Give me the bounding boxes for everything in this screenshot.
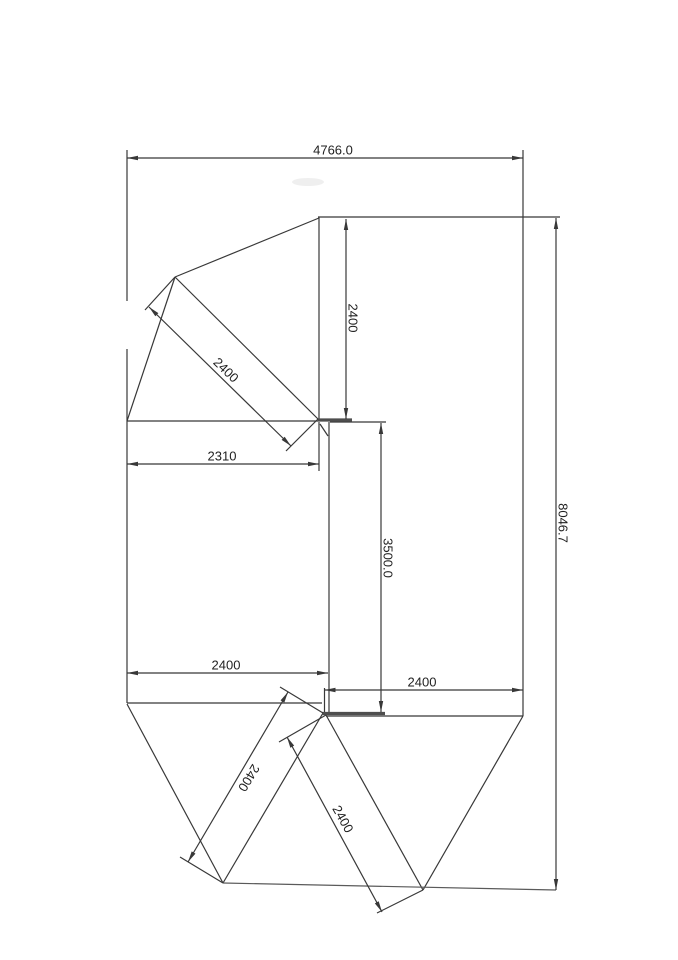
dimension-label-overall-width: 4766.0 [313, 142, 353, 158]
dimension-arrowhead [512, 688, 523, 692]
dimension-arrowhead [317, 671, 328, 675]
dimension-arrowhead [554, 879, 558, 890]
outline-line [223, 713, 323, 883]
dimension-line-lower-left-beam-length [188, 692, 288, 862]
dimension-label-lower-right-beam-length: 2400 [329, 802, 357, 836]
outline-line [423, 716, 523, 890]
outline-line [127, 704, 223, 883]
dimension-arrowhead [188, 851, 195, 862]
dimension-arrowhead [512, 156, 523, 160]
dimension-arrowhead [375, 901, 382, 912]
extension-line [145, 277, 175, 310]
outline-line [175, 218, 319, 277]
dimension-arrowhead [287, 737, 294, 748]
dimension-arrowhead [379, 423, 383, 434]
outline-line [320, 424, 328, 436]
dimension-line-upper-beam-length [149, 307, 291, 446]
dimension-label-upper-left-width: 2310 [207, 448, 237, 464]
outline-line [326, 715, 423, 890]
extension-line [280, 687, 323, 713]
dimension-arrowhead [554, 218, 558, 229]
dimension-arrowhead [127, 462, 138, 466]
baseline-ref-line [223, 883, 556, 890]
dimension-arrowhead [308, 462, 319, 466]
outline-line [175, 277, 318, 419]
extension-line [279, 715, 326, 742]
dimension-label-lower-left-beam-length: 2400 [235, 761, 263, 795]
extension-line [377, 890, 423, 913]
dimension-label-middle-wall-height: 3500.0 [380, 538, 396, 578]
dimension-arrowhead [344, 408, 348, 419]
dimension-label-overall-height: 8046.7 [555, 503, 571, 543]
dimension-label-lower-left-width: 2400 [211, 657, 241, 673]
paper-smudge [292, 178, 324, 186]
dimension-arrowhead [127, 156, 138, 160]
dimension-arrowhead [281, 692, 288, 703]
outline-line [127, 277, 175, 421]
dimension-arrowhead [379, 701, 383, 712]
dimension-arrowhead [344, 219, 348, 230]
dimension-arrowhead [325, 688, 336, 692]
dimension-label-lower-right-width: 2400 [407, 674, 437, 690]
dimension-arrowhead [127, 671, 138, 675]
dimension-label-upper-wall-height: 2400 [345, 303, 361, 333]
dimension-label-upper-beam-length: 2400 [210, 354, 242, 386]
